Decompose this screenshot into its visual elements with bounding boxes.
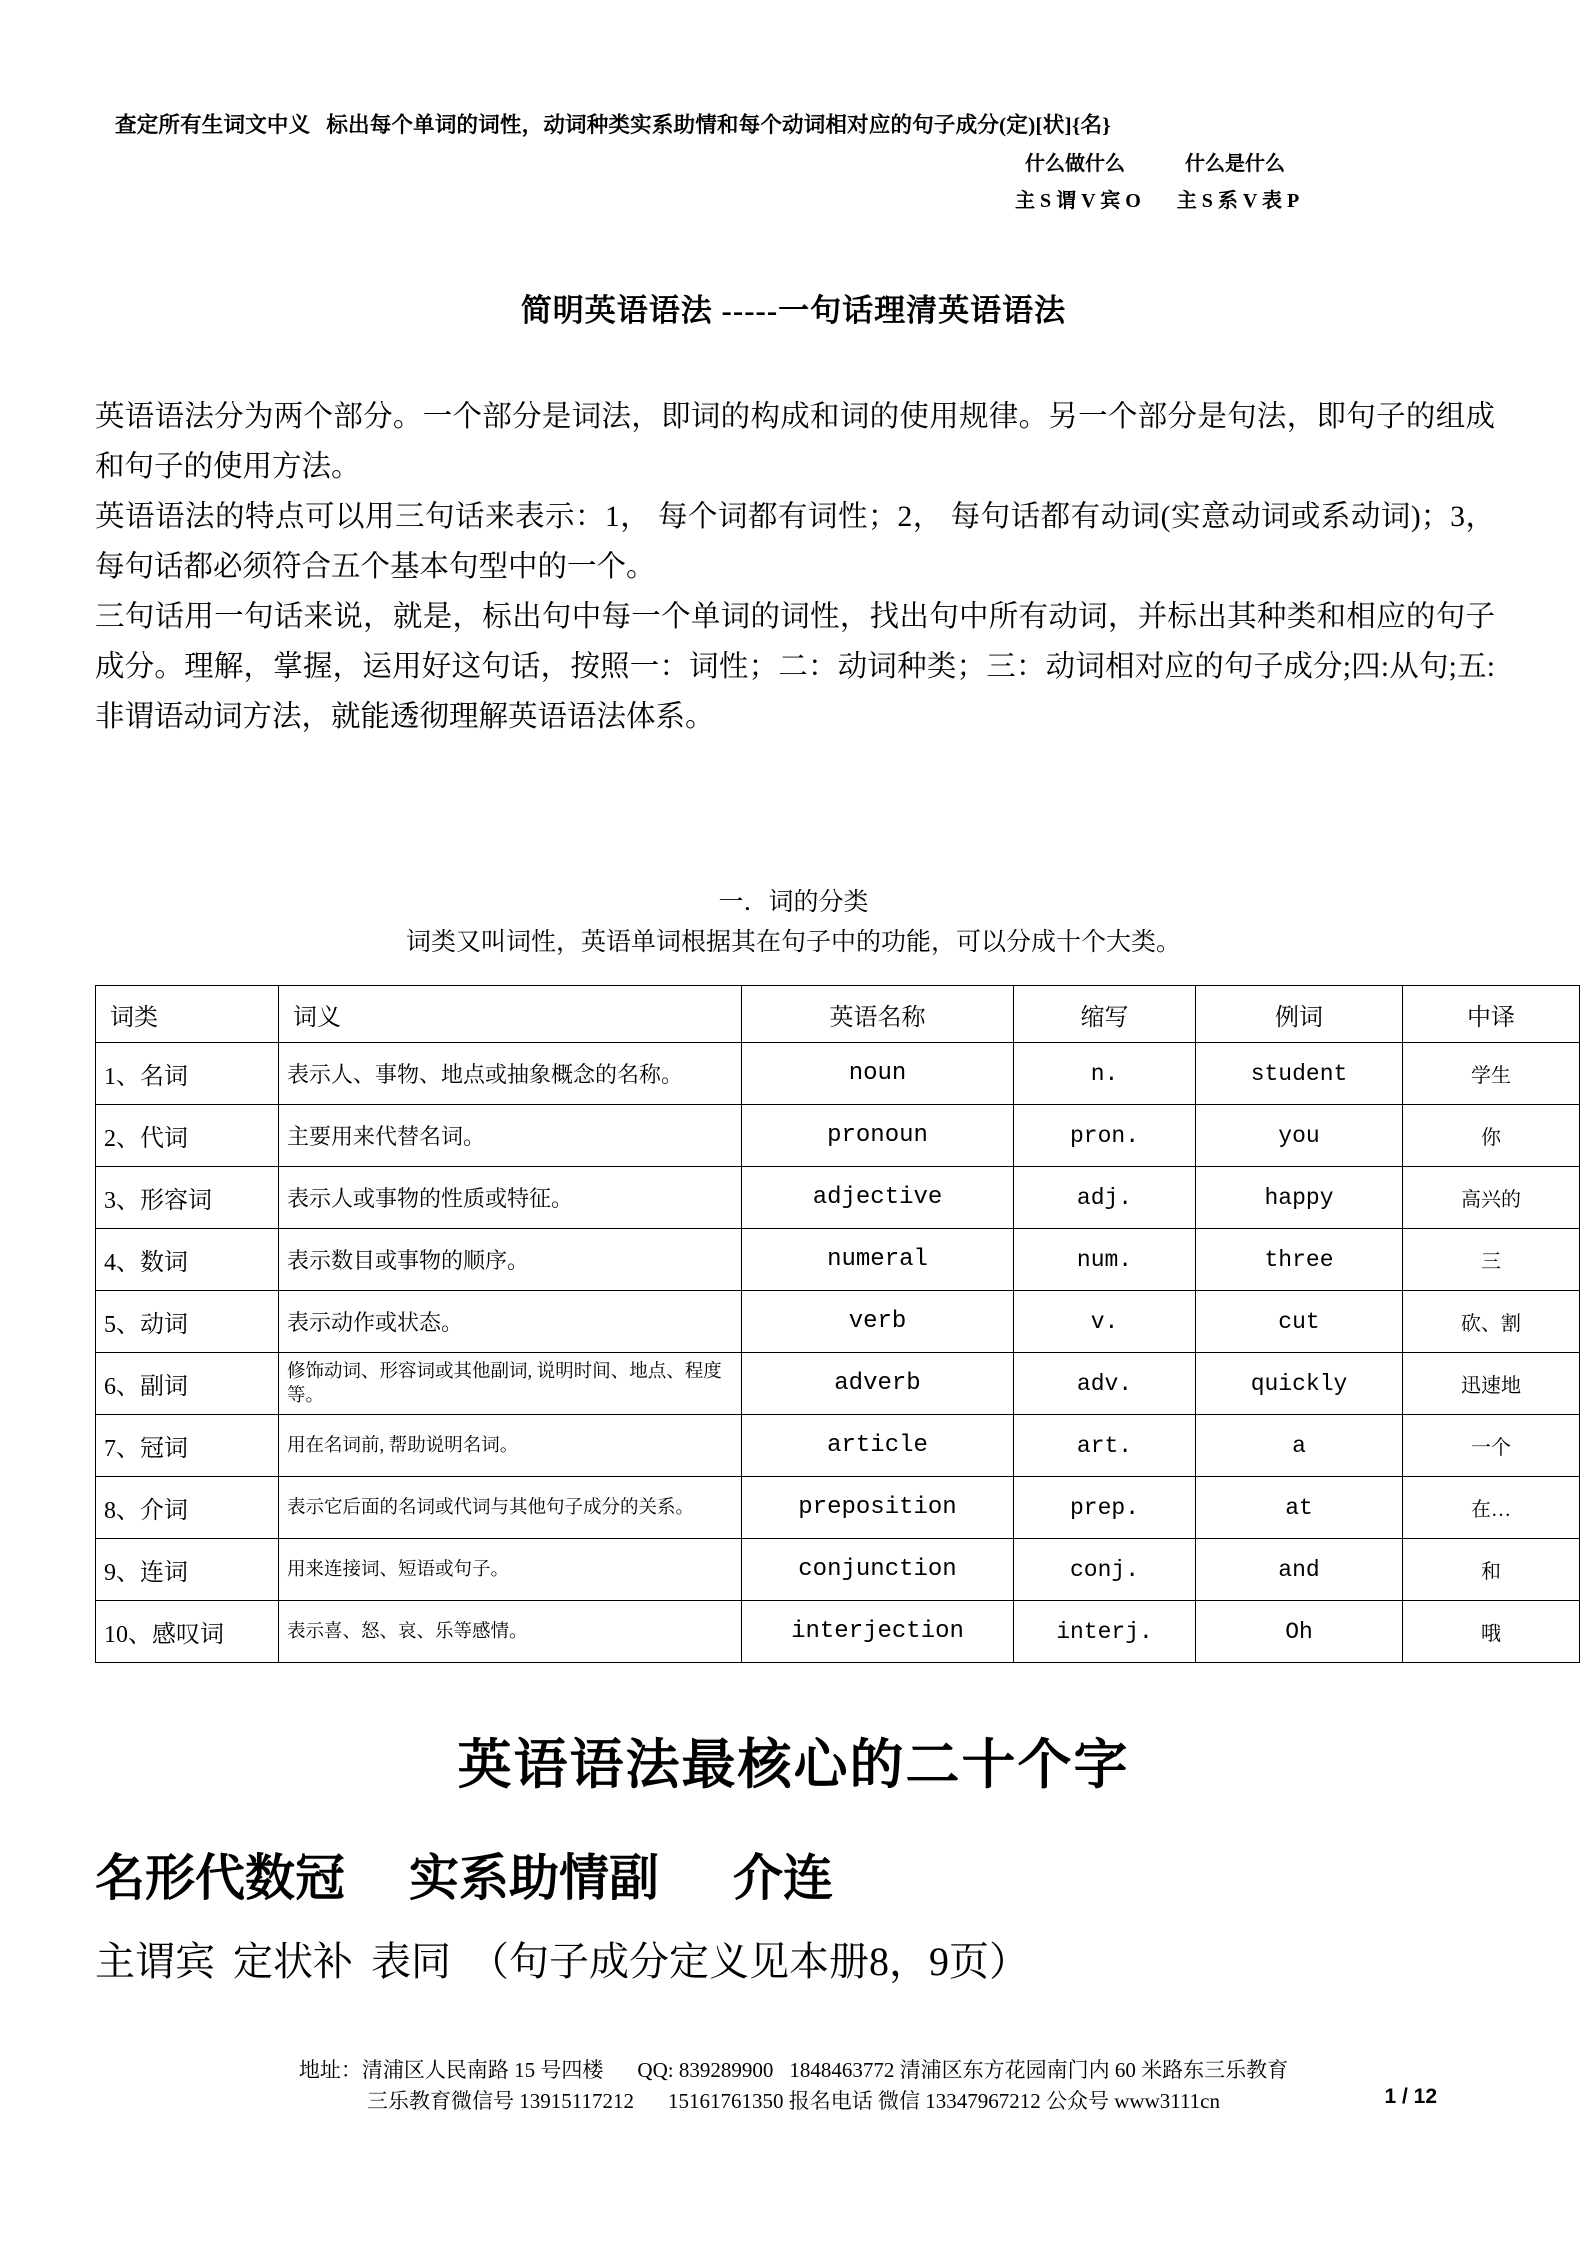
cell-example: you xyxy=(1196,1105,1403,1167)
cell-meaning: 表示它后面的名词或代词与其他句子成分的关系。 xyxy=(279,1477,742,1539)
paragraph-1: 英语语法分为两个部分。一个部分是词法，即词的构成和词的使用规律。另一个部分是句法，即句子的组成和句子的使用方法。 xyxy=(95,401,1495,483)
cell-abbreviation: interj. xyxy=(1014,1601,1196,1663)
cell-example: at xyxy=(1196,1477,1403,1539)
cell-category: 6、副词 xyxy=(96,1353,279,1415)
cell-abbreviation: n. xyxy=(1014,1043,1196,1105)
table-row xyxy=(96,1105,1580,1167)
cell-example: quickly xyxy=(1196,1353,1403,1415)
cell-translation: 你 xyxy=(1403,1105,1580,1167)
header-note-segment-2: 标出每个单词的词性，动词种类实系助情和每个动词相对应的句子成分(定)[状]{名} xyxy=(326,113,1111,137)
cell-meaning: 用在名词前, 帮助说明名词。 xyxy=(279,1415,742,1477)
cell-abbreviation: adj. xyxy=(1014,1167,1196,1229)
cell-category: 2、代词 xyxy=(96,1105,279,1167)
cell-meaning: 表示人或事物的性质或特征。 xyxy=(279,1167,742,1229)
cell-example: Oh xyxy=(1196,1601,1403,1663)
word-class-table xyxy=(95,985,1580,1663)
cell-translation: 和 xyxy=(1403,1539,1580,1601)
core-heading: 英语语法最核心的二十个字 xyxy=(457,1735,1130,1795)
cell-translation: 在… xyxy=(1403,1477,1580,1539)
cell-translation: 学生 xyxy=(1403,1043,1580,1105)
cell-english: interjection xyxy=(742,1601,1014,1663)
table-row xyxy=(96,1291,1580,1353)
cell-meaning: 表示动作或状态。 xyxy=(279,1291,742,1353)
footer-wechat-id: 三乐教育微信号 13915117212 xyxy=(367,2089,634,2113)
column-header-english: 英语名称 xyxy=(742,986,1014,1043)
table-row xyxy=(96,1601,1580,1663)
column-header-meaning: 词义 xyxy=(279,986,742,1043)
cell-translation: 砍、割 xyxy=(1403,1291,1580,1353)
cell-english: adjective xyxy=(742,1167,1014,1229)
table-row xyxy=(96,1477,1580,1539)
cell-english: numeral xyxy=(742,1229,1014,1291)
table-row xyxy=(96,1415,1580,1477)
cell-category: 4、数词 xyxy=(96,1229,279,1291)
page-number: 1 / 12 xyxy=(1384,2085,1437,2108)
cell-example: cut xyxy=(1196,1291,1403,1353)
cell-category: 3、形容词 xyxy=(96,1167,279,1229)
column-header-abbreviation: 缩写 xyxy=(1014,986,1196,1043)
page-footer xyxy=(0,2055,1587,2117)
section-subheading: 词类又叫词性，英语单词根据其在句子中的功能，可以分成十个大类。 xyxy=(405,929,1181,956)
footer-contacts: 15161761350 报名电话 微信 13347967212 公众号 www3111cn xyxy=(667,2089,1220,2113)
paragraph-3: 三句话用一句话来说，就是，标出句中每一个单词的词性，找出句中所有动词，并标出其种类和相应的句子成分。理解，掌握，运用好这句话，按照一：词性；二：动词种类；三：动词相对应的句子成分;四:从句;五:非谓语动词方法，就能透彻理解英语语法体系。 xyxy=(95,601,1495,733)
cell-english: preposition xyxy=(742,1477,1014,1539)
table-row xyxy=(96,1229,1580,1291)
cell-category: 7、冠词 xyxy=(96,1415,279,1477)
column-header-translation: 中译 xyxy=(1403,986,1580,1043)
header-note-what-does-what: 什么做什么 xyxy=(1025,153,1125,175)
cell-meaning: 主要用来代替名词。 xyxy=(279,1105,742,1167)
cell-translation: 哦 xyxy=(1403,1601,1580,1663)
cell-meaning: 表示数目或事物的顺序。 xyxy=(279,1229,742,1291)
table-header-row xyxy=(96,986,1580,1043)
cell-category: 10、感叹词 xyxy=(96,1601,279,1663)
core-parts-1: 主谓宾 xyxy=(95,1939,215,1984)
table-row xyxy=(96,1043,1580,1105)
cell-example: a xyxy=(1196,1415,1403,1477)
cell-english: noun xyxy=(742,1043,1014,1105)
table-row xyxy=(96,1539,1580,1601)
header-note-line-1 xyxy=(115,108,1472,139)
column-header-example: 例词 xyxy=(1196,986,1403,1043)
table-row xyxy=(96,1353,1580,1415)
cell-english: conjunction xyxy=(742,1539,1014,1601)
cell-meaning: 修饰动词、形容词或其他副词, 说明时间、地点、程度等。 xyxy=(279,1353,742,1415)
core-parts-3: 表同 xyxy=(371,1939,451,1984)
cell-example: three xyxy=(1196,1229,1403,1291)
cell-abbreviation: pron. xyxy=(1014,1105,1196,1167)
cell-meaning: 用来连接词、短语或句子。 xyxy=(279,1539,742,1601)
paragraph-2: 英语语法的特点可以用三句话来表示：1， 每个词都有词性；2， 每句话都有动词(实意动词或系动词)；3，每句话都必须符合五个基本句型中的一个。 xyxy=(95,501,1495,583)
cell-english: verb xyxy=(742,1291,1014,1353)
footer-line-2 xyxy=(180,2086,1407,2117)
core-parts-note: （句子成分定义见本册8，9页） xyxy=(469,1939,1029,1984)
cell-category: 8、介词 xyxy=(96,1477,279,1539)
core-parts-2: 定状补 xyxy=(233,1939,353,1984)
cell-meaning: 表示喜、怒、哀、乐等感情。 xyxy=(279,1601,742,1663)
cell-meaning: 表示人、事物、地点或抽象概念的名称。 xyxy=(279,1043,742,1105)
table-body xyxy=(96,1043,1580,1663)
cell-example: and xyxy=(1196,1539,1403,1601)
footer-address: 地址：清浦区人民南路 15 号四楼 xyxy=(298,2058,604,2082)
cell-abbreviation: num. xyxy=(1014,1229,1196,1291)
header-note-svp: 主 S 系 V 表 P xyxy=(1176,190,1300,212)
core-group-1: 名形代数冠 xyxy=(95,1850,345,1906)
cell-abbreviation: art. xyxy=(1014,1415,1196,1477)
header-note-segment-1: 查定所有生词文中义 xyxy=(115,113,311,137)
cell-category: 9、连词 xyxy=(96,1539,279,1601)
section-heading: 一．词的分类 xyxy=(718,889,869,916)
cell-translation: 迅速地 xyxy=(1403,1353,1580,1415)
cell-translation: 一个 xyxy=(1403,1415,1580,1477)
footer-branch: 1848463772 清浦区东方花园南门内 60 米路东三乐教育 xyxy=(789,2058,1289,2082)
table-header xyxy=(96,986,1580,1043)
cell-english: article xyxy=(742,1415,1014,1477)
cell-category: 5、动词 xyxy=(96,1291,279,1353)
column-header-category: 词类 xyxy=(96,986,279,1043)
cell-example: student xyxy=(1196,1043,1403,1105)
cell-translation: 高兴的 xyxy=(1403,1167,1580,1229)
cell-example: happy xyxy=(1196,1167,1403,1229)
core-group-3: 介连 xyxy=(733,1850,833,1906)
core-group-2: 实系助情副 xyxy=(409,1850,659,1906)
cell-english: pronoun xyxy=(742,1105,1014,1167)
page-title: 简明英语语法 -----一句话理清英语语法 xyxy=(520,293,1067,328)
cell-english: adverb xyxy=(742,1353,1014,1415)
core-sentence-parts-line xyxy=(95,1930,1029,1987)
cell-abbreviation: v. xyxy=(1014,1291,1196,1353)
header-note-line-3 xyxy=(115,184,1472,213)
cell-abbreviation: prep. xyxy=(1014,1477,1196,1539)
footer-qq: QQ: 839289900 xyxy=(637,2058,774,2082)
cell-abbreviation: conj. xyxy=(1014,1539,1196,1601)
header-note-svo: 主 S 谓 V 宾 O xyxy=(1015,190,1141,212)
cell-category: 1、名词 xyxy=(96,1043,279,1105)
footer-line-1 xyxy=(180,2055,1407,2086)
cell-translation: 三 xyxy=(1403,1229,1580,1291)
header-note-line-2 xyxy=(115,147,1472,176)
body-text xyxy=(95,392,1495,742)
table-row xyxy=(96,1167,1580,1229)
header-handwritten-notes xyxy=(0,108,1587,213)
cell-abbreviation: adv. xyxy=(1014,1353,1196,1415)
header-note-what-is-what: 什么是什么 xyxy=(1185,153,1285,175)
core-word-classes-line xyxy=(95,1838,833,1910)
